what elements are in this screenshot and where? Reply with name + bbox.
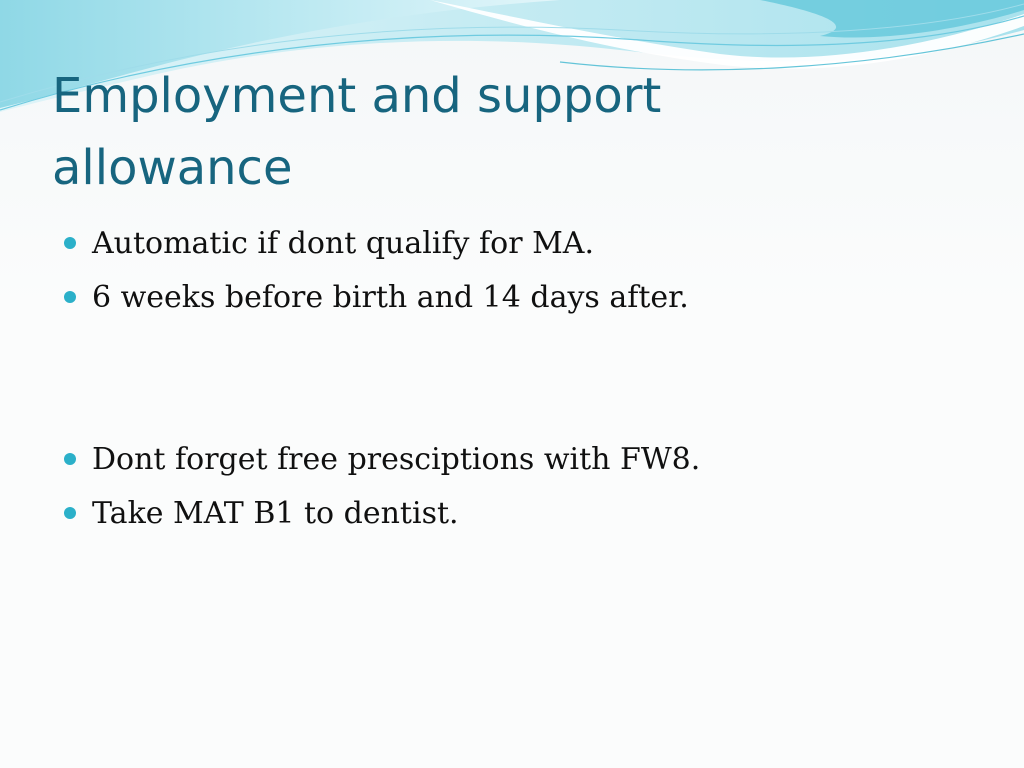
bullet-item: [64, 438, 964, 492]
bullet-item: [64, 276, 964, 330]
bullet-text: Automatic if dont qualify for MA.: [92, 226, 594, 261]
bullet-dot-icon: [64, 453, 76, 465]
slide-title-line-1: Employment and support: [52, 68, 662, 124]
slide-title-line-2: allowance: [52, 140, 293, 196]
bullet-text: Take MAT B1 to dentist.: [92, 496, 459, 531]
bullet-item: [64, 492, 964, 546]
bullet-dot-icon: [64, 507, 76, 519]
bullet-text: 6 weeks before birth and 14 days after.: [92, 280, 689, 315]
bullet-text: Dont forget free presciptions with FW8.: [92, 442, 701, 477]
bullet-dot-icon: [64, 291, 76, 303]
bullet-item: [64, 222, 964, 276]
bullet-list: [64, 222, 964, 546]
bullet-dot-icon: [64, 237, 76, 249]
slide-title: [52, 60, 952, 204]
